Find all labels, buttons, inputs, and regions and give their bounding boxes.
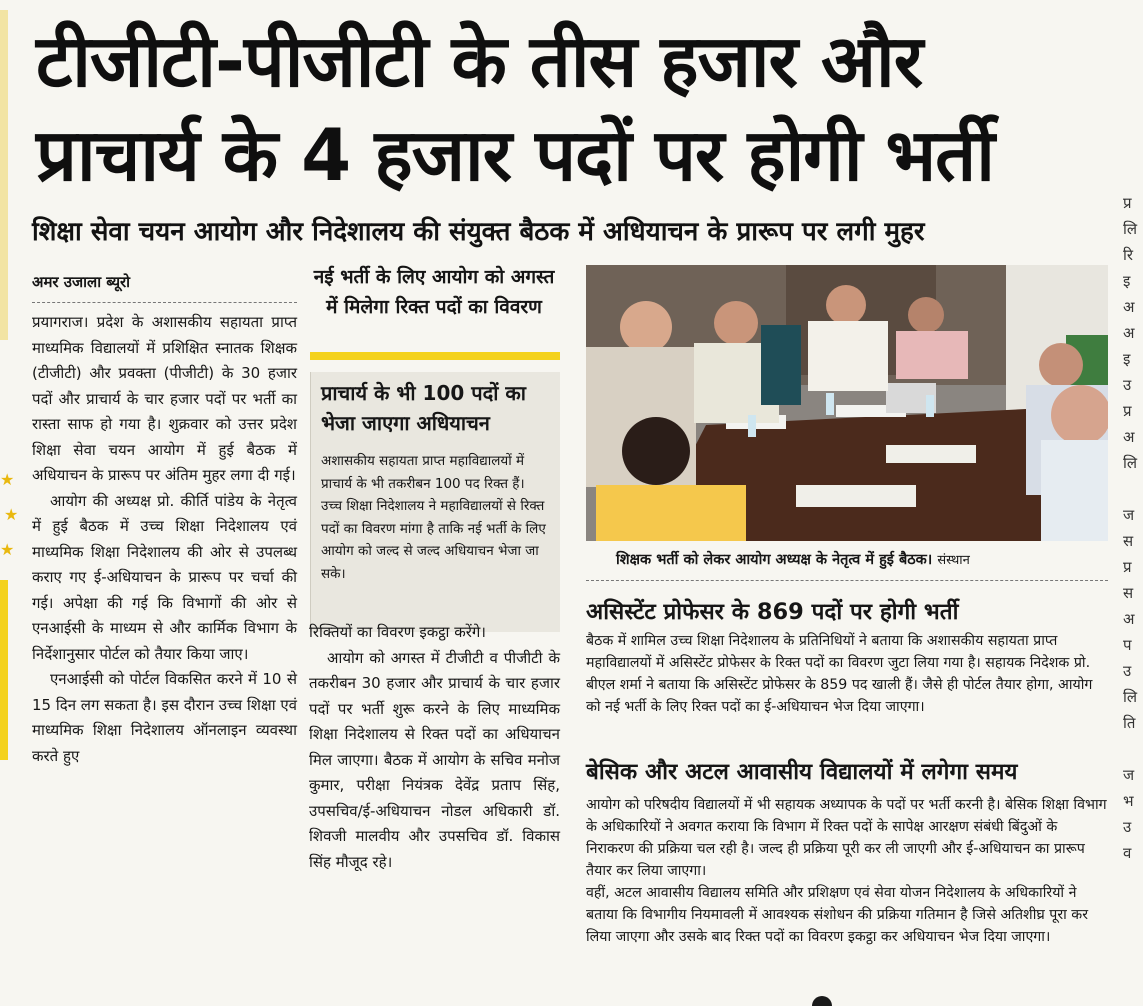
divider <box>586 580 1108 581</box>
sidebar-box <box>310 372 560 632</box>
sidebar-accent-bar <box>310 352 560 360</box>
adjacent-page-mark <box>812 996 832 1006</box>
sidebar-headline: नई भर्ती के लिए आयोग को अगस्त में मिलेगा रिक्त पदों का विवरण <box>313 266 555 318</box>
paragraph: आयोग को परिषदीय विद्यालयों में भी सहायक अध्यापक के पदों पर भर्ती करनी है। बेसिक शिक्षा विभाग के अधिकारियों ने अवगत कराया कि विभाग में रिक्त पदों के सापेक्ष आरक्षण संबंधी बिंदुओं के निराकरण की प्रक्रिया चल रही है। जल्द ही प्रक्रिया पूरी कर ली जाएगी और ई-अधियाचन का प्रारूप तैयार कर लिया जाएगा। <box>586 797 1107 879</box>
section-title-basic-atal-schools: बेसिक और अटल आवासीय विद्यालयों में लगेगा समय <box>586 759 1018 785</box>
paragraph: आयोग की अध्यक्ष प्रो. कीर्ति पांडेय के नेतृत्व में हुई बैठक में उच्च शिक्षा निदेशालय एवं माध्यमिक शिक्षा निदेशालय की ओर से उपलब्ध कराए गए ई-अधियाचन के प्रारूप पर चर्चा की गई। अपेक्षा की गई कि विभागों की ओर से एनआईसी के माध्यम से और कार्मिक विभाग के निर्देशानुसार पोर्टल को तैयार किया जाए। <box>32 491 297 663</box>
adjacent-page-edge-right <box>1117 0 1143 1006</box>
paragraph: रिक्तियों का विवरण इकट्ठा करेंगे। <box>309 623 486 641</box>
meeting-photo-image <box>586 265 1108 541</box>
section-title-assistant-professor: असिस्टेंट प्रोफेसर के 869 पदों पर होगी भर्ती <box>586 599 959 625</box>
star-icon: ★ <box>0 540 15 559</box>
section-body-assistant-professor <box>586 630 1108 718</box>
photo-credit: संस्थान <box>937 553 970 568</box>
divider <box>32 302 297 303</box>
adjacent-page-text-fragment: प्र लि रि इ अ अ इ उ प्र अ लि ज स प्र स अ प उ लि ति ज भ उ व <box>1123 194 1138 862</box>
article-column-2 <box>309 620 560 875</box>
sidebar-box-body: अशासकीय सहायता प्राप्त महाविद्यालयों में प्राचार्य के भी तकरीबन 100 पद रिक्त हैं। उच्च शिक्षा निदेशालय ने महाविद्यालयों से रिक्त पदों का विवरण मांगा है ताकि नई भर्ती के लिए आयोग को जल्द से जल्द अधियाचन भेजा जा सके। <box>321 453 546 582</box>
paragraph: एनआईसी को पोर्टल विकसित करने में 10 से 15 दिन लग सकता है। इस दौरान उच्च शिक्षा एवं माध्यमिक शिक्षा निदेशालय ऑनलाइन व्यवस्था करते हुए <box>32 670 297 765</box>
photo-caption <box>616 548 1106 573</box>
article-column-1 <box>32 310 297 769</box>
star-icon: ★ <box>0 470 15 489</box>
meeting-photo <box>586 265 1108 541</box>
paragraph: प्रयागराज। प्रदेश के अशासकीय सहायता प्राप्त माध्यमिक विद्यालयों में प्रशिक्षित स्नातक शिक्षक (टीजीटी) और प्रवक्ता (पीजीटी) के 30 हजार पदों और प्राचार्य के चार हजार पदों पर भर्ती का रास्ता साफ हो गया है। शुक्रवार को उत्तर प्रदेश शिक्षा सेवा चयन आयोग में हुई बैठक में अधियाचन के प्रारूप पर अंतिम मुहर लगा दी गई। <box>32 313 297 484</box>
paragraph: बैठक में शामिल उच्च शिक्षा निदेशालय के प्रतिनिधियों ने बताया कि अशासकीय सहायता प्राप्त महाविद्यालयों में असिस्टेंट प्रोफेसर के रिक्त पदों का विवरण जुटा लिया गया है। सहायक निदेशक प्रो. बीएल शर्मा ने बताया कि असिस्टेंट प्रोफेसर के 859 पद खाली हैं। जैसे ही पोर्टल तैयार होगा, आयोग को नई भर्ती के लिए रिक्त पदों का ई-अधियाचन भेज दिया जाएगा। <box>586 633 1093 715</box>
adjacent-page-strip <box>0 10 8 340</box>
adjacent-page-edge-left <box>0 0 22 1006</box>
photo-caption-text: शिक्षक भर्ती को लेकर आयोग अध्यक्ष के नेतृत्व में हुई बैठक। <box>616 552 933 568</box>
star-icon: ★ <box>4 505 19 524</box>
byline: अमर उजाला ब्यूरो <box>32 273 131 291</box>
headline-line-1: टीजीटी-पीजीटी के तीस हजार और <box>36 19 923 103</box>
section-body-basic-atal-schools <box>586 794 1108 948</box>
headline <box>36 14 1116 202</box>
sidebar-box-title: प्राचार्य के भी 100 पदों का भेजा जाएगा अधियाचन <box>321 381 526 435</box>
paragraph: आयोग को अगस्त में टीजीटी व पीजीटी के तकरीबन 30 हजार और प्राचार्य के चार हजार पदों पर भर्ती शुरू करने के लिए माध्यमिक शिक्षा निदेशालय से रिक्त पदों का अधियाचन मिल जाएगा। बैठक में आयोग के सचिव मनोज कुमार, परीक्षा नियंत्रक देवेंद्र प्रताप सिंह, उपसचिव/ई-अधियाचन नोडल अधिकारी डॉ. शिवजी मालवीय और उपसचिव डॉ. विकास सिंह मौजूद रहे। <box>309 648 560 871</box>
paragraph: वहीं, अटल आवासीय विद्यालय समिति और प्रशिक्षण एवं सेवा योजन निदेशालय के अधिकारियों ने बताया कि विभागीय नियमावली में आवश्यक संशोधन की प्रक्रिया गतिमान है जिसे अतिशीघ्र पूरा कर लिया जाएगा और उसके बाद रिक्त पदों का विवरण इकट्ठा कर अधियाचन भेज दिया जाएगा। <box>586 885 1089 945</box>
subheadline: शिक्षा सेवा चयन आयोग और निदेशालय की संयुक्त बैठक में अधियाचन के प्रारूप पर लगी मुहर <box>32 217 925 247</box>
adjacent-page-yellow-bar <box>0 580 8 760</box>
headline-line-2: प्राचार्य के 4 हजार पदों पर होगी भर्ती <box>36 113 994 197</box>
